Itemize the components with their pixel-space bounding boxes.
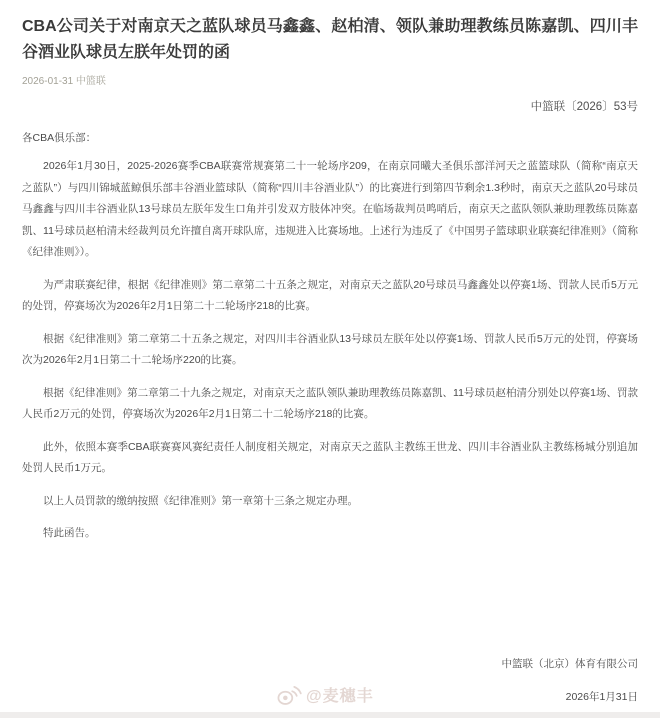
body-paragraph-3: 根据《纪律准则》第二章第二十五条之规定，对四川丰谷酒业队13号球员左朕年处以停赛1场、罚款人民币5万元的处罚，停赛场次为2026年2月1日第二十二轮场序220的比赛。: [22, 332, 638, 366]
page-bottom-edge: [0, 712, 660, 718]
body-paragraph-4: 根据《纪律准则》第二章第二十九条之规定，对南京天之蓝队领队兼助理教练员陈嘉凯、11号球员赵柏清分别处以停赛1场、罚款人民币2万元的处罚，停赛场次为2026年2月1日第二十二轮场序218的比赛。: [22, 386, 638, 420]
signature-date: 2026年1月31日: [565, 690, 638, 703]
official-doc-number: 中篮联〔2026〕53号: [530, 101, 638, 113]
page-title: CBA公司关于对南京天之蓝队球员马鑫鑫、赵柏清、领队兼助理教练员陈嘉凯、四川丰谷酒业队球员左朕年处罚的函: [22, 18, 638, 61]
body-paragraph-5: 此外，依照本赛季CBA联赛赛风赛纪责任人制度相关规定，对南京天之蓝队主教练王世龙、四川丰谷酒业队主教练杨城分别追加处罚人民币1万元。: [22, 440, 638, 474]
watermark-text: @麦穗丰: [306, 688, 374, 705]
article-date-source: 2026-01-31 中篮联: [22, 76, 106, 87]
salutation: 各CBA俱乐部：: [22, 132, 97, 144]
body-paragraph-2: 为严肃联赛纪律，根据《纪律准则》第二章第二十五条之规定，对南京天之蓝队20号球员马鑫鑫处以停赛1场、罚款人民币5万元的处罚，停赛场次为2026年2月1日第二十二轮场序218的比赛。: [22, 278, 638, 312]
signature-company: 中篮联（北京）体育有限公司: [501, 657, 638, 670]
closing-line: 特此函告。: [43, 527, 96, 539]
body-paragraph-1: 2026年1月30日，2025-2026赛季CBA联赛常规赛第二十一轮场序209，在南京同曦大圣俱乐部洋河天之蓝篮球队（简称“南京天之蓝队”）与四川锦城蓝鲸俱乐部丰谷酒业篮球队（简称“四川丰谷酒业队”）的比赛进行到第四节剩余1.3秒时，南京天之蓝队20号球员马鑫鑫与四川丰谷酒业队13号球员左朕年发生口角并引发双方肢体冲突。在临场裁判员鸣哨后，南京天之蓝队领队兼助理教练员陈嘉凯、11号球员赵柏清未经裁判员允许擅自离开球队席，违规进入比赛场地。上述行为违反了《中国男子篮球职业联赛纪律准则》（简称《纪律准则》）。: [22, 160, 638, 258]
body-paragraph-6: 以上人员罚款的缴纳按照《纪律准则》第一章第十三条之规定办理。: [43, 494, 358, 507]
